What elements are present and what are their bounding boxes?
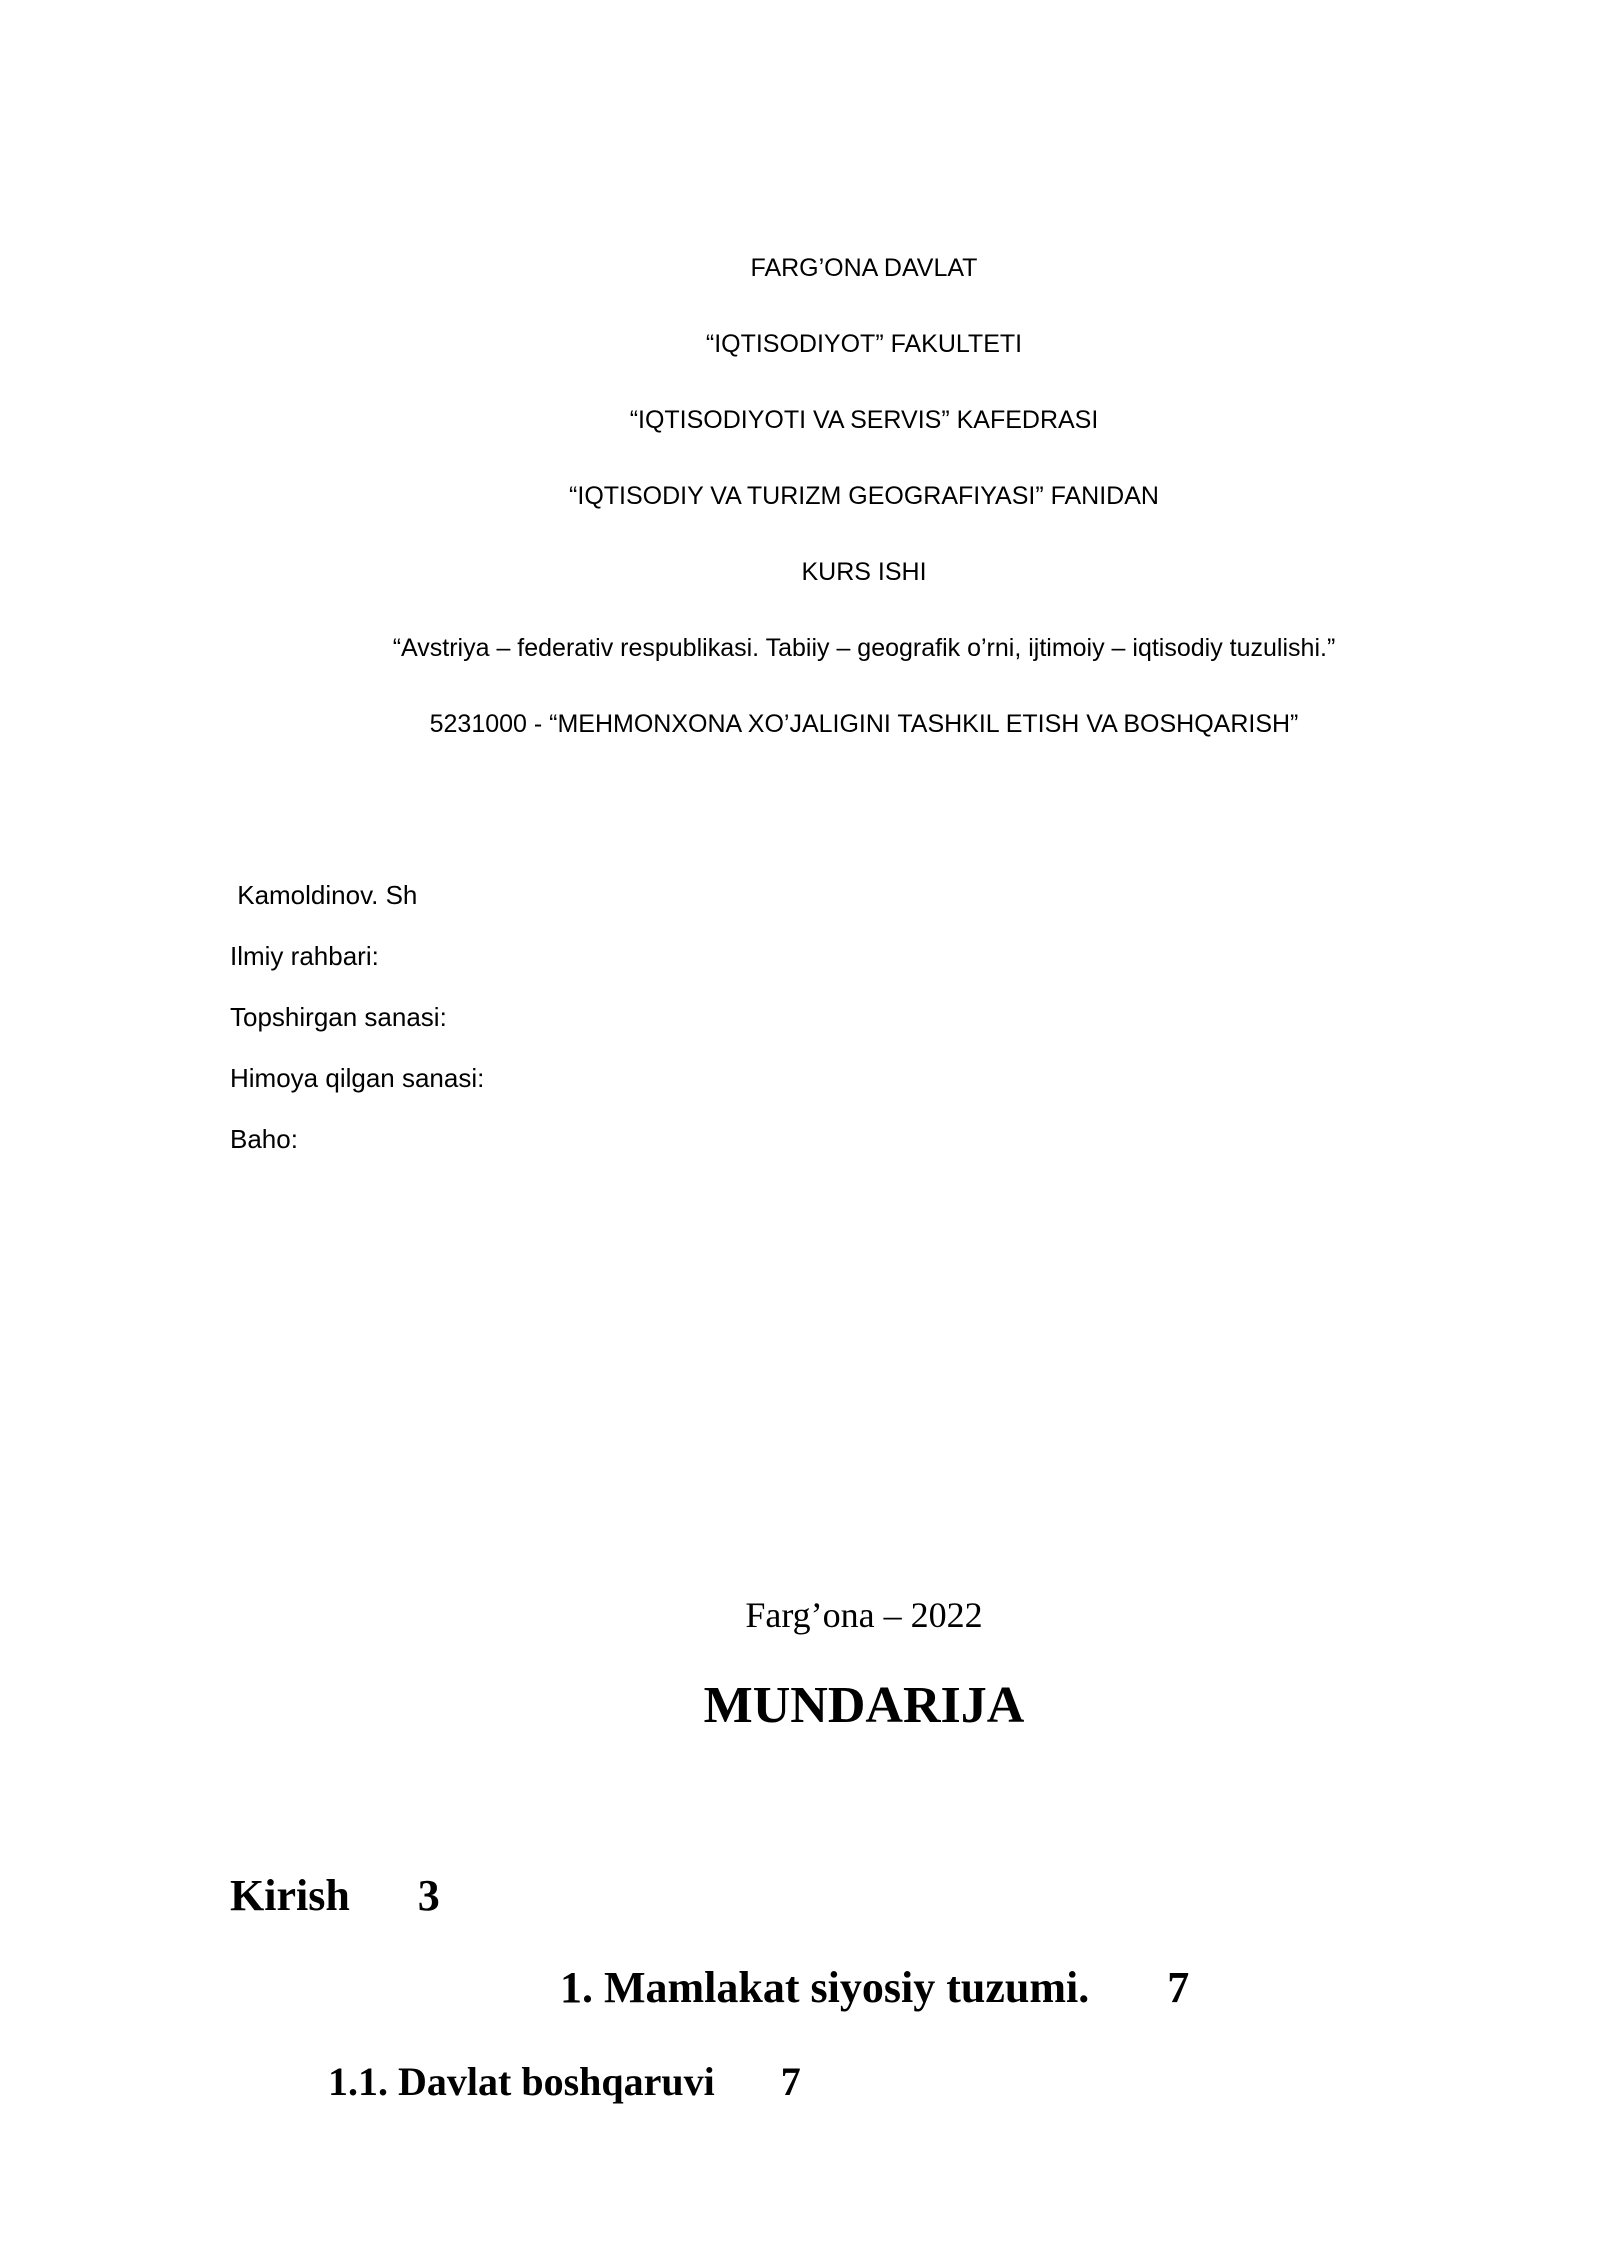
supervisor-label: Ilmiy rahbari: [230, 941, 379, 971]
toc-entry-label: Kirish [230, 1871, 350, 1920]
subject-name: “IQTISODIY VA TURIZM GEOGRAFIYASI” FANIDAN [569, 482, 1159, 510]
toc-entry [560, 1962, 1189, 2013]
faculty-name: “IQTISODIYOT” FAKULTETI [705, 330, 1023, 358]
grade-label: Baho: [230, 1124, 298, 1154]
toc-entry-page: 3 [417, 1871, 440, 1920]
submission-date-label: Topshirgan sanasi: [230, 1002, 447, 1032]
toc-entry-page: 7 [780, 2059, 801, 2104]
toc-entry-page: 7 [1167, 1963, 1190, 2012]
course-work-topic: “Avstriya – federativ respublikasi. Tabiiy – geografik o’rni, ijtimoiy – iqtisodiy tuzulishi.” [392, 634, 1336, 662]
place-year: Farg’ona – 2022 [745, 1595, 983, 1635]
toc-entry [230, 1870, 440, 1921]
toc-entry-label: 1.1. Davlat boshqaruvi [328, 2059, 715, 2104]
specialty-code: 5231000 - “MEHMONXONA XO’JALIGINI TASHKIL ETISH VA BOSHQARISH” [429, 710, 1299, 738]
student-name: Kamoldinov. Sh [230, 880, 418, 910]
contents-heading: MUNDARIJA [703, 1677, 1025, 1734]
department-name: “IQTISODIYOTI VA SERVIS” KAFEDRASI [629, 406, 1099, 434]
defense-date-label: Himoya qilgan sanasi: [230, 1063, 485, 1093]
toc-entry [328, 2058, 801, 2105]
document-type: KURS ISHI [801, 558, 927, 586]
university-name: FARG’ONA DAVLAT [750, 254, 978, 282]
toc-entry-label: 1. Mamlakat siyosiy tuzumi. [560, 1963, 1090, 2012]
